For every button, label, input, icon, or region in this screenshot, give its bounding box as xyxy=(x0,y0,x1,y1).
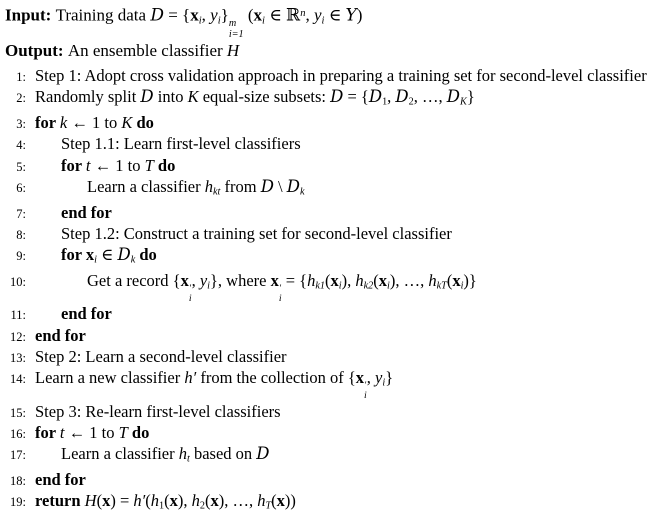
text-run: h xyxy=(307,270,316,290)
text-run: ← 1 to xyxy=(90,155,145,175)
text-run: h′ xyxy=(133,491,146,511)
text-run: Step 3: Re-learn first-level classifiers xyxy=(35,401,281,421)
line-content xyxy=(35,470,86,489)
algo-line-2 xyxy=(5,87,667,113)
text-run: k xyxy=(130,254,136,266)
text-run: x xyxy=(330,270,339,290)
line-number: 3: xyxy=(16,117,26,132)
line-content xyxy=(35,491,296,510)
text-run: h xyxy=(257,491,266,511)
text-run: i xyxy=(198,15,202,27)
algo-line-6 xyxy=(5,177,667,203)
text-run: i xyxy=(321,15,325,27)
text-run: t xyxy=(59,422,65,442)
text-run: i xyxy=(460,280,464,292)
text-run: do xyxy=(127,422,150,442)
text-run: = { xyxy=(163,5,191,25)
line-number: 11: xyxy=(10,308,26,323)
text-run: ← 1 to xyxy=(64,422,119,442)
text-run: for xyxy=(35,113,60,133)
line-content xyxy=(87,177,305,196)
text-run: , …, xyxy=(413,87,447,107)
text-run: D xyxy=(286,176,300,196)
text-run: based on xyxy=(189,444,257,464)
text-run: end for xyxy=(35,325,86,345)
text-run: 1 xyxy=(159,500,165,512)
text-run: T xyxy=(144,155,154,175)
line-content xyxy=(35,326,86,345)
text-run: D xyxy=(446,87,460,107)
text-run: D xyxy=(260,176,274,196)
text-run: k2 xyxy=(363,280,374,292)
text-run: x xyxy=(190,5,199,25)
algo-line-12 xyxy=(5,326,667,347)
line-content xyxy=(87,270,477,305)
text-run: x xyxy=(180,270,189,290)
line-number: 5: xyxy=(16,159,26,174)
text-run: , xyxy=(305,5,314,25)
text-run: ( xyxy=(325,270,331,290)
text-run: Learn a new classifier xyxy=(35,368,185,388)
algo-line-16 xyxy=(5,423,667,444)
text-run: for xyxy=(61,244,86,264)
text-run: ( xyxy=(164,491,170,511)
line-number: 15: xyxy=(10,405,26,420)
text-run: ′ i xyxy=(364,379,367,402)
text-run: t xyxy=(85,155,91,175)
text-run: into xyxy=(153,87,188,107)
text-run: , xyxy=(366,368,376,388)
text-run: x xyxy=(378,270,387,290)
text-run: D xyxy=(395,87,409,107)
text-run: K xyxy=(460,96,467,108)
line-number: 13: xyxy=(10,350,26,365)
text-run: y xyxy=(210,5,218,25)
algo-line-13 xyxy=(5,347,667,368)
algo-line-15 xyxy=(5,402,667,423)
line-content xyxy=(35,368,394,402)
algo-line-10 xyxy=(5,271,667,305)
text-run: end for xyxy=(61,304,112,324)
text-run: y xyxy=(199,270,208,290)
text-run: end for xyxy=(61,202,112,222)
text-run: k1 xyxy=(315,280,325,292)
text-run: K xyxy=(187,87,199,107)
text-run: ), …, xyxy=(389,270,429,290)
line-number: 14: xyxy=(10,372,26,387)
text-run: D xyxy=(256,444,270,464)
output-line xyxy=(5,40,667,61)
line-content xyxy=(35,402,281,421)
text-run: y xyxy=(313,5,322,25)
text-run: ( xyxy=(145,491,151,511)
line-number: 4: xyxy=(16,138,26,153)
text-run: = { xyxy=(343,87,369,107)
text-run: x xyxy=(102,491,111,511)
line-number: 2: xyxy=(16,91,26,106)
text-run: h xyxy=(428,270,437,290)
text-run: x xyxy=(276,491,285,511)
text-run: i xyxy=(207,280,210,292)
algo-line-14 xyxy=(5,368,667,402)
text-run: , xyxy=(387,87,396,107)
text-run: Learn a classifier xyxy=(87,176,205,196)
line-content xyxy=(61,224,452,243)
text-run: ∈ ℝ xyxy=(264,5,301,25)
text-run: D xyxy=(150,5,164,26)
text-run: ← 1 to xyxy=(67,113,122,133)
algo-line-19 xyxy=(5,491,667,517)
text-run: t xyxy=(186,453,190,465)
text-run: x xyxy=(253,5,263,25)
text-run: return xyxy=(35,491,85,511)
text-run: \ xyxy=(273,176,287,196)
line-content xyxy=(61,203,112,222)
algo-line-7 xyxy=(5,203,667,224)
text-run: } xyxy=(385,368,394,388)
text-run: i xyxy=(262,15,265,27)
text-run: h xyxy=(150,491,159,511)
line-content xyxy=(61,134,301,153)
algo-line-17 xyxy=(5,444,667,470)
text-run: Step 2: Learn a second-level classifier xyxy=(35,346,287,366)
text-run: h′ xyxy=(184,368,197,388)
text-run: from xyxy=(220,176,261,196)
text-run: do xyxy=(132,113,154,133)
text-run: T xyxy=(118,422,128,442)
text-run: h xyxy=(191,491,200,511)
text-run: }, where xyxy=(210,270,271,290)
text-run: ′ i xyxy=(278,282,282,305)
text-run: ∈ xyxy=(324,5,346,25)
text-run: h xyxy=(178,444,187,464)
text-run: 2 xyxy=(199,500,205,512)
line-content xyxy=(35,66,647,85)
text-run: ( xyxy=(96,491,103,511)
text-run: D xyxy=(140,87,154,107)
line-content xyxy=(61,444,270,463)
text-run: for xyxy=(61,155,86,175)
text-run: m i=1 xyxy=(228,17,244,40)
line-number: 7: xyxy=(16,206,26,221)
line-number: 10: xyxy=(10,274,26,289)
text-run: Learn a classifier xyxy=(61,444,179,464)
text-run: ), …, xyxy=(218,491,258,511)
text-run: , xyxy=(191,270,200,290)
text-run: An ensemble classifier xyxy=(67,41,227,61)
text-run: )) xyxy=(284,491,296,511)
text-run: Get a record { xyxy=(87,270,181,290)
line-number: 8: xyxy=(16,227,26,242)
text-run: ) = xyxy=(110,491,134,511)
text-run: from the collection of { xyxy=(196,368,356,388)
text-run: kT xyxy=(436,280,447,292)
text-run: = { xyxy=(281,270,308,290)
algorithm-header xyxy=(5,3,667,61)
text-run: i xyxy=(217,15,221,27)
text-run: end for xyxy=(35,469,86,489)
algo-line-3 xyxy=(5,113,667,134)
text-run: do xyxy=(135,244,157,264)
text-run: , xyxy=(201,5,211,25)
line-number: 17: xyxy=(10,448,26,463)
text-run: do xyxy=(153,155,176,175)
text-run: K xyxy=(121,113,133,133)
text-run: i xyxy=(338,280,342,292)
input-line xyxy=(5,3,667,40)
text-run: x xyxy=(452,270,461,290)
text-run: H xyxy=(84,491,97,511)
text-run: ), xyxy=(341,270,356,290)
text-run: ∈ xyxy=(97,244,118,264)
text-run: i xyxy=(382,377,386,389)
text-run: kt xyxy=(212,186,221,198)
algo-line-1 xyxy=(5,66,667,87)
text-run: equal-size subsets: xyxy=(198,87,331,107)
text-run: Step 1: Adopt cross validation approach in preparing a training set for second-level classifier xyxy=(35,66,647,86)
algo-line-11 xyxy=(5,304,667,325)
text-run: Training data xyxy=(55,5,151,25)
text-run: ( xyxy=(446,270,453,290)
text-run: H xyxy=(226,41,240,61)
line-number: 6: xyxy=(16,180,26,195)
text-run: ( xyxy=(204,491,211,511)
text-run: k xyxy=(300,186,305,198)
text-run: ( xyxy=(373,270,379,290)
line-number: 12: xyxy=(10,329,26,344)
line-content xyxy=(35,347,287,366)
text-run: Output: xyxy=(5,41,68,61)
text-run: n xyxy=(300,8,306,19)
algo-line-8 xyxy=(5,224,667,245)
algo-line-4 xyxy=(5,134,667,155)
line-number: 19: xyxy=(10,495,26,510)
text-run: Step 1.1: Learn first-level classifiers xyxy=(61,134,301,154)
text-run: D xyxy=(368,87,383,107)
line-content xyxy=(61,245,157,264)
text-run: x xyxy=(85,244,95,264)
text-run: i xyxy=(94,254,97,266)
line-number: 1: xyxy=(16,70,26,85)
text-run: for xyxy=(35,422,60,442)
text-run: Y xyxy=(345,5,357,26)
text-run: x xyxy=(210,491,219,511)
text-run: T xyxy=(265,500,272,512)
text-run: h xyxy=(355,270,364,290)
text-run: y xyxy=(375,368,383,388)
line-content xyxy=(35,423,149,442)
text-run: ( xyxy=(271,491,277,511)
text-run: x xyxy=(355,368,365,388)
text-run: ), xyxy=(177,491,192,511)
line-content xyxy=(35,113,154,132)
text-run: D xyxy=(117,244,131,264)
algo-line-9 xyxy=(5,245,667,271)
text-run: Step 1.2: Construct a training set for second-level classifier xyxy=(61,223,452,243)
text-run: h xyxy=(204,176,213,196)
text-run: )} xyxy=(463,270,477,290)
algo-line-18 xyxy=(5,470,667,491)
text-run: 1 xyxy=(382,96,388,108)
text-run: x xyxy=(270,270,279,290)
text-run: ( xyxy=(243,5,254,25)
text-run: Input: xyxy=(5,5,56,25)
algorithm-body xyxy=(5,66,667,517)
text-run: 2 xyxy=(408,96,414,108)
text-run: D xyxy=(330,87,344,107)
algo-line-5 xyxy=(5,156,667,177)
text-run: ′ i xyxy=(188,282,192,305)
text-run: i xyxy=(387,280,390,292)
line-number: 9: xyxy=(16,248,26,263)
text-run: Randomly split xyxy=(35,87,141,107)
text-run: ) xyxy=(356,5,363,25)
line-content xyxy=(61,156,175,175)
line-number: 16: xyxy=(10,426,26,441)
text-run: } xyxy=(220,5,229,25)
line-number: 18: xyxy=(10,473,26,488)
text-run: k xyxy=(59,113,68,133)
line-content xyxy=(35,87,475,106)
text-run: x xyxy=(169,491,178,511)
line-content xyxy=(61,304,112,323)
text-run: } xyxy=(466,87,475,107)
